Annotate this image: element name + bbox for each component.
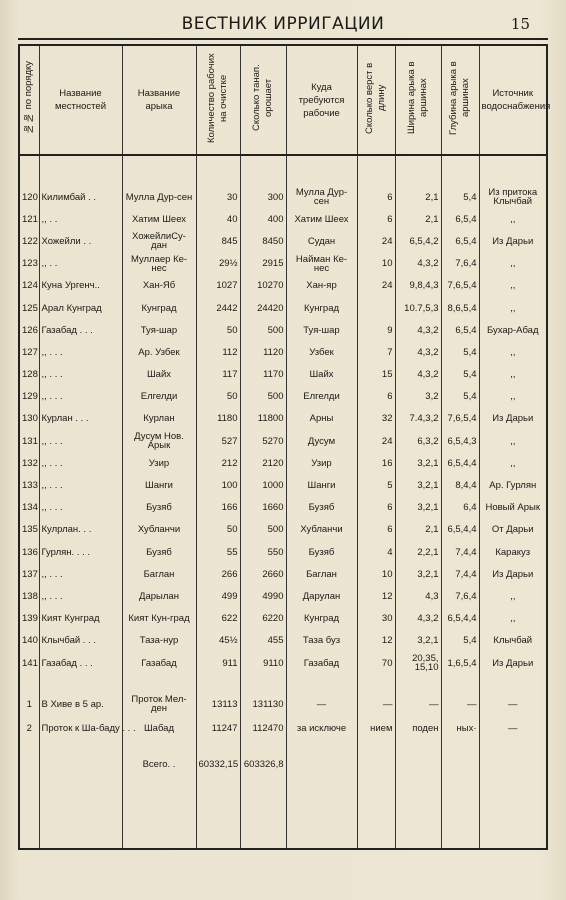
- cell-workers: 30: [196, 186, 240, 208]
- cell-depth: 5,4: [441, 341, 479, 363]
- cell-tanap: 2660: [240, 563, 286, 585]
- cell-versts: [357, 297, 395, 319]
- table-row: [19, 519, 547, 541]
- cell-depth: 5,4: [441, 364, 479, 386]
- cell-source: Из Дарьи: [479, 408, 547, 430]
- cell-depth: 5,4: [441, 186, 479, 208]
- col-header-aryk: Название арыка: [122, 45, 196, 155]
- cell-where: Таза буз: [286, 630, 357, 652]
- cell-where: Дусум: [286, 430, 357, 452]
- cell-depth: 6,5,4,4: [441, 608, 479, 630]
- cell-width: 2,1: [395, 186, 441, 208]
- cell-depth: ных·: [441, 716, 479, 740]
- table-row: [19, 408, 547, 430]
- cell-where: Шанги: [286, 474, 357, 496]
- cell-place: Клычбай . . .: [39, 630, 122, 652]
- col-header-versts: Сколько верст в длину: [357, 45, 395, 155]
- table-row: [19, 341, 547, 363]
- table-row: [19, 230, 547, 252]
- cell-where: Мулла Дур-сен: [286, 186, 357, 208]
- cell-where: за исключе: [286, 716, 357, 740]
- cell-aryk: Баглан: [122, 563, 196, 585]
- empty-cell: [286, 740, 357, 788]
- cell-where: Узир: [286, 452, 357, 474]
- table-row: [19, 297, 547, 319]
- cell-workers: 40: [196, 208, 240, 230]
- cell-depth: 7,6,5,4: [441, 408, 479, 430]
- cell-width: 2,1: [395, 208, 441, 230]
- cell-no: 124: [19, 275, 39, 297]
- table-row: [19, 319, 547, 341]
- cell-workers: 622: [196, 608, 240, 630]
- cell-tanap: 300: [240, 186, 286, 208]
- cell-place: В Хиве в 5 ар.: [39, 692, 122, 716]
- cell-workers: 11247: [196, 716, 240, 740]
- empty-cell: [395, 740, 441, 788]
- cell-no: 132: [19, 452, 39, 474]
- cell-place: Кият Кунград: [39, 608, 122, 630]
- cell-width: —: [395, 692, 441, 716]
- cell-width: 2,1: [395, 519, 441, 541]
- cell-depth: 7,6,4: [441, 585, 479, 607]
- cell-source: Клычбай: [479, 630, 547, 652]
- cell-tanap: 500: [240, 386, 286, 408]
- cell-place: ,, . .: [39, 253, 122, 275]
- cell-no: 140: [19, 630, 39, 652]
- cell-source: ,,: [479, 364, 547, 386]
- cell-source: Ар. Гурлян: [479, 474, 547, 496]
- cell-no: 2: [19, 716, 39, 740]
- cell-no: 122: [19, 230, 39, 252]
- table-row: [19, 386, 547, 408]
- cell-place: ,, . . .: [39, 563, 122, 585]
- table-row: [19, 716, 547, 740]
- cell-aryk: Газабад: [122, 652, 196, 674]
- cell-source: Из притока Клычбай: [479, 186, 547, 208]
- cell-workers: 527: [196, 430, 240, 452]
- cell-width: 7.4,3,2: [395, 408, 441, 430]
- col-header-where: Куда требуются рабочие: [286, 45, 357, 155]
- cell-no: 130: [19, 408, 39, 430]
- cell-aryk: Мулла Дур-сен: [122, 186, 196, 208]
- cell-width: 4,3,2: [395, 341, 441, 363]
- cell-source: ,,: [479, 608, 547, 630]
- empty-cell: [357, 740, 395, 788]
- cell-where: Баглан: [286, 563, 357, 585]
- cell-tanap: 2915: [240, 253, 286, 275]
- cell-workers: 911: [196, 652, 240, 674]
- cell-workers: 45½: [196, 630, 240, 652]
- cell-tanap: 500: [240, 319, 286, 341]
- cell-no: 127: [19, 341, 39, 363]
- cell-place: Хожейли . .: [39, 230, 122, 252]
- cell-workers: 166: [196, 497, 240, 519]
- cell-width: 4,3,2: [395, 608, 441, 630]
- cell-place: Куна Ургенч..: [39, 275, 122, 297]
- col-header-width: Ширина арыка в аршинах: [395, 45, 441, 155]
- cell-width: 3,2,1: [395, 452, 441, 474]
- cell-aryk: Кият Кун-град: [122, 608, 196, 630]
- cell-width: 3,2,1: [395, 474, 441, 496]
- cell-tanap: 1120: [240, 341, 286, 363]
- spacer-row: [19, 674, 547, 692]
- cell-where: Хубланчи: [286, 519, 357, 541]
- cell-no: 137: [19, 563, 39, 585]
- col-header-number: №№ по порядку: [19, 45, 39, 155]
- cell-source: —: [479, 692, 547, 716]
- cell-tanap: 10270: [240, 275, 286, 297]
- cell-workers: 55: [196, 541, 240, 563]
- cell-place: Проток к Ша-баду . . .: [39, 716, 122, 740]
- cell-aryk: Дусум Нов. Арык: [122, 430, 196, 452]
- cell-where: Шайх: [286, 364, 357, 386]
- cell-depth: 5,4: [441, 386, 479, 408]
- table-row: [19, 364, 547, 386]
- cell-aryk: Елгелди: [122, 386, 196, 408]
- cell-versts: 6: [357, 519, 395, 541]
- cell-aryk: Шайх: [122, 364, 196, 386]
- cell-width: 6,3,2: [395, 430, 441, 452]
- cell-aryk: ХожейлиСу-дан: [122, 230, 196, 252]
- cell-workers: 117: [196, 364, 240, 386]
- cell-source: ,,: [479, 430, 547, 452]
- cell-tanap: 455: [240, 630, 286, 652]
- cell-no: 139: [19, 608, 39, 630]
- cell-versts: 12: [357, 585, 395, 607]
- cell-workers: 845: [196, 230, 240, 252]
- cell-where: Хатим Шеех: [286, 208, 357, 230]
- cell-aryk: Муллаер Ке-нес: [122, 253, 196, 275]
- cell-no: 131: [19, 430, 39, 452]
- cell-source: Новый Арык: [479, 497, 547, 519]
- cell-width: 4,3: [395, 585, 441, 607]
- cell-source: Из Дарьи: [479, 652, 547, 674]
- cell-source: ,,: [479, 452, 547, 474]
- table-row: [19, 452, 547, 474]
- cell-place: Газабад . . .: [39, 319, 122, 341]
- cell-place: Гурлян. . . .: [39, 541, 122, 563]
- total-row: [19, 740, 547, 788]
- cell-place: Килимбай . .: [39, 186, 122, 208]
- cell-versts: нием: [357, 716, 395, 740]
- cell-tanap: 9110: [240, 652, 286, 674]
- cell-workers: 13113: [196, 692, 240, 716]
- table-row: [19, 430, 547, 452]
- cell-versts: 10: [357, 563, 395, 585]
- total-workers: 60332,15: [196, 740, 240, 788]
- table-row: [19, 608, 547, 630]
- cell-tanap: 5270: [240, 430, 286, 452]
- spacer-row: [19, 155, 547, 186]
- cell-workers: 50: [196, 386, 240, 408]
- cell-tanap: 6220: [240, 608, 286, 630]
- cell-width: 3,2,1: [395, 630, 441, 652]
- cell-tanap: 1660: [240, 497, 286, 519]
- cell-versts: 6: [357, 386, 395, 408]
- cell-where: Кунград: [286, 297, 357, 319]
- cell-where: Елгелди: [286, 386, 357, 408]
- cell-place: ,, . . .: [39, 474, 122, 496]
- cell-no: 134: [19, 497, 39, 519]
- table-row: [19, 585, 547, 607]
- table-row: [19, 541, 547, 563]
- cell-depth: 6,5,4: [441, 319, 479, 341]
- col-header-depth: Глубина арыка в аршинах: [441, 45, 479, 155]
- cell-source: Бухар-Абад: [479, 319, 547, 341]
- irrigation-table: [18, 44, 551, 850]
- cell-width: 3,2,1: [395, 497, 441, 519]
- cell-versts: 70: [357, 652, 395, 674]
- cell-where: Туя-шар: [286, 319, 357, 341]
- cell-depth: 7,6,4: [441, 253, 479, 275]
- cell-place: Курлан . . .: [39, 408, 122, 430]
- cell-tanap: 131130: [240, 692, 286, 716]
- cell-width: 4,3,2: [395, 364, 441, 386]
- cell-depth: 7,4,4: [441, 541, 479, 563]
- cell-tanap: 1000: [240, 474, 286, 496]
- cell-source: ,,: [479, 275, 547, 297]
- table-row: [19, 563, 547, 585]
- cell-versts: 32: [357, 408, 395, 430]
- cell-workers: 212: [196, 452, 240, 474]
- cell-aryk: Шабад: [122, 716, 196, 740]
- cell-aryk: Бузяб: [122, 541, 196, 563]
- cell-versts: 6: [357, 497, 395, 519]
- cell-workers: 1180: [196, 408, 240, 430]
- cell-depth: 6,5,4,3: [441, 430, 479, 452]
- cell-versts: 6: [357, 208, 395, 230]
- cell-no: 123: [19, 253, 39, 275]
- cell-no: 136: [19, 541, 39, 563]
- cell-versts: 4: [357, 541, 395, 563]
- cell-where: Кунград: [286, 608, 357, 630]
- cell-where: Судан: [286, 230, 357, 252]
- page-number: 15: [510, 15, 530, 33]
- cell-aryk: Бузяб: [122, 497, 196, 519]
- empty-cell: [479, 740, 547, 788]
- cell-place: Кулрлан. . .: [39, 519, 122, 541]
- cell-source: От Дарьи: [479, 519, 547, 541]
- empty-cell: [441, 740, 479, 788]
- cell-versts: 24: [357, 430, 395, 452]
- cell-no: 128: [19, 364, 39, 386]
- cell-versts: 16: [357, 452, 395, 474]
- cell-no: 135: [19, 519, 39, 541]
- cell-no: 121: [19, 208, 39, 230]
- cell-tanap: 4990: [240, 585, 286, 607]
- cell-workers: 1027: [196, 275, 240, 297]
- cell-depth: —: [441, 692, 479, 716]
- cell-no: 141: [19, 652, 39, 674]
- cell-tanap: 112470: [240, 716, 286, 740]
- cell-aryk: Хан-Яб: [122, 275, 196, 297]
- table-row: [19, 186, 547, 208]
- cell-depth: 6,5,4,4: [441, 452, 479, 474]
- cell-versts: 24: [357, 230, 395, 252]
- cell-versts: —: [357, 692, 395, 716]
- cell-versts: 9: [357, 319, 395, 341]
- cell-where: Дарулан: [286, 585, 357, 607]
- page-header: [18, 12, 548, 40]
- cell-place: ,, . . .: [39, 497, 122, 519]
- cell-tanap: 11800: [240, 408, 286, 430]
- cell-source: —: [479, 716, 547, 740]
- cell-aryk: Туя-шар: [122, 319, 196, 341]
- cell-place: Газабад . . .: [39, 652, 122, 674]
- col-header-tanap: Сколько танап. орошает: [240, 45, 286, 155]
- cell-aryk: Курлан: [122, 408, 196, 430]
- cell-aryk: Проток Мел-ден: [122, 692, 196, 716]
- cell-no: 1: [19, 692, 39, 716]
- cell-width: 6,5,4,2: [395, 230, 441, 252]
- cell-workers: 50: [196, 519, 240, 541]
- cell-workers: 100: [196, 474, 240, 496]
- col-header-source: Источник водоснабжения: [479, 45, 547, 155]
- cell-where: Бузяб: [286, 541, 357, 563]
- cell-tanap: 400: [240, 208, 286, 230]
- cell-depth: 5,4: [441, 630, 479, 652]
- cell-versts: 5: [357, 474, 395, 496]
- cell-aryk: Таза-нур: [122, 630, 196, 652]
- cell-versts: 7: [357, 341, 395, 363]
- cell-tanap: 8450: [240, 230, 286, 252]
- cell-aryk: Хубланчи: [122, 519, 196, 541]
- table-row: [19, 474, 547, 496]
- cell-no: 133: [19, 474, 39, 496]
- table-row: [19, 630, 547, 652]
- cell-width: поден: [395, 716, 441, 740]
- table-row: [19, 652, 547, 674]
- cell-depth: 1,6,5,4: [441, 652, 479, 674]
- cell-depth: 6,5,4,4: [441, 519, 479, 541]
- cell-where: Бузяб: [286, 497, 357, 519]
- cell-width: 20,35, 15,10: [395, 652, 441, 674]
- table-row: [19, 275, 547, 297]
- cell-source: ,,: [479, 341, 547, 363]
- cell-versts: 24: [357, 275, 395, 297]
- cell-width: 3,2: [395, 386, 441, 408]
- cell-aryk: Шанги: [122, 474, 196, 496]
- cell-place: ,, . .: [39, 208, 122, 230]
- cell-where: Арны: [286, 408, 357, 430]
- cell-tanap: 24420: [240, 297, 286, 319]
- filler-row: [19, 788, 547, 849]
- cell-no: 125: [19, 297, 39, 319]
- cell-aryk: Узир: [122, 452, 196, 474]
- cell-aryk: Кунград: [122, 297, 196, 319]
- cell-tanap: 550: [240, 541, 286, 563]
- table-row: [19, 497, 547, 519]
- cell-versts: 30: [357, 608, 395, 630]
- table-row: [19, 208, 547, 230]
- cell-width: 9,8,4,3: [395, 275, 441, 297]
- total-label: Всего. .: [122, 740, 196, 788]
- cell-workers: 266: [196, 563, 240, 585]
- cell-where: —: [286, 692, 357, 716]
- cell-depth: 6,4: [441, 497, 479, 519]
- cell-place: ,, . . .: [39, 364, 122, 386]
- cell-place: ,, . . .: [39, 430, 122, 452]
- cell-tanap: 500: [240, 519, 286, 541]
- cell-source: Из Дарьи: [479, 230, 547, 252]
- table-body: [19, 155, 547, 849]
- cell-where: Узбек: [286, 341, 357, 363]
- cell-workers: 50: [196, 319, 240, 341]
- empty-cell: [39, 740, 122, 788]
- cell-workers: 2442: [196, 297, 240, 319]
- cell-width: 4,3,2: [395, 253, 441, 275]
- cell-aryk: Хатим Шеех: [122, 208, 196, 230]
- table-row: [19, 692, 547, 716]
- cell-width: 2,2,1: [395, 541, 441, 563]
- cell-place: ,, . . .: [39, 341, 122, 363]
- cell-versts: 6: [357, 186, 395, 208]
- cell-workers: 499: [196, 585, 240, 607]
- cell-workers: 29½: [196, 253, 240, 275]
- cell-place: Арал Кунград: [39, 297, 122, 319]
- cell-versts: 10: [357, 253, 395, 275]
- cell-place: ,, . . .: [39, 386, 122, 408]
- journal-title: ВЕСТНИК ИРРИГАЦИИ: [181, 14, 385, 34]
- cell-versts: 12: [357, 630, 395, 652]
- cell-where: Хан-яр: [286, 275, 357, 297]
- cell-depth: 6,5,4: [441, 230, 479, 252]
- cell-source: ,,: [479, 297, 547, 319]
- cell-width: 10.7,5,3: [395, 297, 441, 319]
- cell-width: 4,3,2: [395, 319, 441, 341]
- cell-no: 129: [19, 386, 39, 408]
- col-header-workers: Количество рабочих на очистке: [196, 45, 240, 155]
- cell-versts: 15: [357, 364, 395, 386]
- cell-source: ,,: [479, 253, 547, 275]
- table-row: [19, 253, 547, 275]
- cell-no: 120: [19, 186, 39, 208]
- cell-tanap: 2120: [240, 452, 286, 474]
- cell-source: ,,: [479, 208, 547, 230]
- cell-no: 138: [19, 585, 39, 607]
- cell-where: Газабад: [286, 652, 357, 674]
- cell-width: 3,2,1: [395, 563, 441, 585]
- cell-where: Найман Ке-нес: [286, 253, 357, 275]
- col-header-place: Название местностей: [39, 45, 122, 155]
- cell-no: 126: [19, 319, 39, 341]
- cell-depth: 7,6,5,4: [441, 275, 479, 297]
- cell-tanap: 1170: [240, 364, 286, 386]
- cell-source: ,,: [479, 386, 547, 408]
- cell-depth: 8,6,5,4: [441, 297, 479, 319]
- total-tanap: 603326,8: [240, 740, 286, 788]
- cell-depth: 7,4,4: [441, 563, 479, 585]
- header-row: [19, 45, 547, 155]
- cell-place: ,, . . .: [39, 452, 122, 474]
- cell-aryk: Дарылан: [122, 585, 196, 607]
- cell-depth: 8,4,4: [441, 474, 479, 496]
- cell-aryk: Ар. Узбек: [122, 341, 196, 363]
- cell-source: ,,: [479, 585, 547, 607]
- empty-cell: [19, 740, 39, 788]
- cell-source: Каракуз: [479, 541, 547, 563]
- cell-source: Из Дарьи: [479, 563, 547, 585]
- cell-depth: 6,5,4: [441, 208, 479, 230]
- cell-workers: 112: [196, 341, 240, 363]
- cell-place: ,, . . .: [39, 585, 122, 607]
